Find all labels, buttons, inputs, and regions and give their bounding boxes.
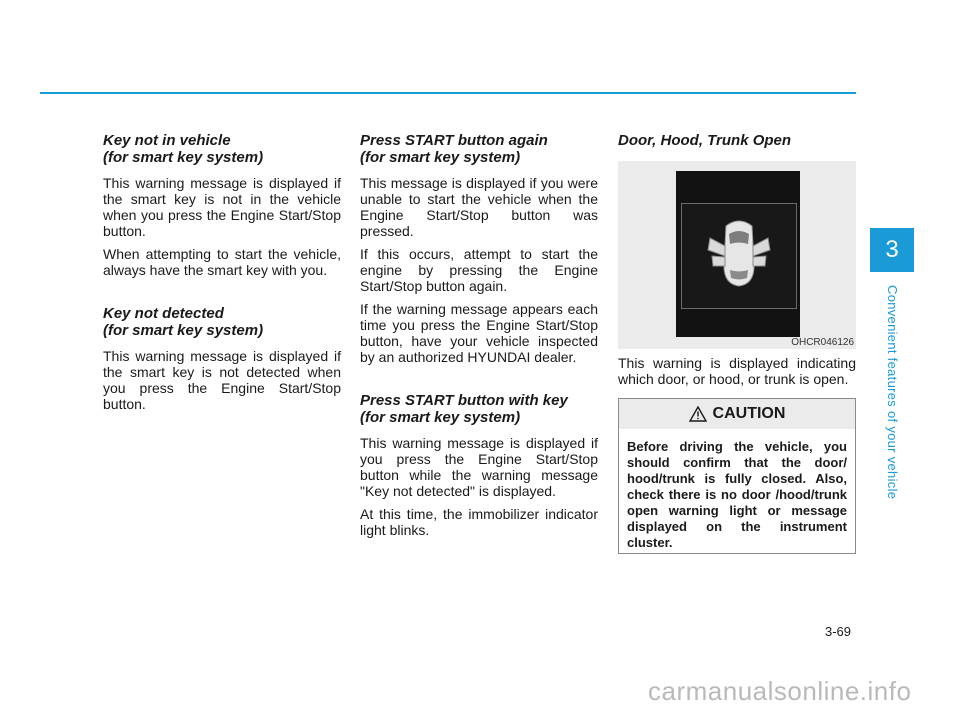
car-doors-open-icon bbox=[682, 204, 796, 308]
chapter-title: Convenient features of your vehicle bbox=[885, 285, 900, 500]
warning-triangle-icon bbox=[689, 406, 707, 422]
header-rule bbox=[40, 92, 856, 94]
paragraph: When attempting to start the vehicle, always have the smart key with you. bbox=[103, 246, 341, 278]
figure-code: OHCR046126 bbox=[791, 337, 854, 348]
caution-text: Before driving the vehicle, you should confirm that the door/ hood/trunk is fully closed. Also, check there is no door /hood/trunk open warning light or message displayed on the instrument cluster. bbox=[627, 439, 847, 550]
chapter-tab bbox=[870, 228, 914, 272]
paragraph: This warning message is displayed if the smart key is not in the vehicle when you press the Engine Start/Stop button. bbox=[103, 175, 341, 239]
paragraph: This warning message is displayed if the smart key is not detected when you press the Engine Start/Stop button. bbox=[103, 348, 341, 412]
page-number: 3-69 bbox=[825, 624, 852, 639]
paragraph: If the warning message appears each time you press the Engine Start/Stop button, have your vehicle inspected by an authorized HYUNDAI dealer. bbox=[360, 301, 598, 365]
section-heading-key-not-in-vehicle: Key not in vehicle (for smart key system) bbox=[103, 132, 264, 166]
paragraph: If this occurs, attempt to start the engine by pressing the Engine Start/Stop button again. bbox=[360, 246, 598, 294]
watermark: carmanualsonline.info bbox=[648, 676, 912, 706]
section-heading-press-start-with-key: Press START button with key (for smart key system) bbox=[360, 392, 568, 426]
caution-header bbox=[619, 399, 855, 429]
chapter-number: 3 bbox=[885, 236, 899, 263]
section-heading-door-hood-trunk-open: Door, Hood, Trunk Open bbox=[618, 132, 792, 149]
column-3 bbox=[618, 132, 856, 394]
caution-box bbox=[618, 398, 856, 554]
paragraph: This warning message is displayed if you press the Engine Start/Stop button while the warning message "Key not detected" is displayed. bbox=[360, 435, 598, 499]
door-open-figure bbox=[618, 161, 856, 349]
column-1 bbox=[103, 132, 341, 419]
section-heading-press-start-again: Press START button again (for smart key system) bbox=[360, 132, 548, 166]
column-2 bbox=[360, 132, 598, 545]
paragraph: At this time, the immobilizer indicator light blinks. bbox=[360, 506, 598, 538]
paragraph: This message is displayed if you were unable to start the vehicle when the Engine Start/Stop button was pressed. bbox=[360, 175, 598, 239]
cluster-screen bbox=[676, 171, 800, 337]
paragraph: This warning is displayed indicating which door, or hood, or trunk is open. bbox=[618, 355, 856, 387]
section-heading-key-not-detected: Key not detected (for smart key system) bbox=[103, 305, 264, 339]
caution-title: CAUTION bbox=[712, 405, 786, 422]
